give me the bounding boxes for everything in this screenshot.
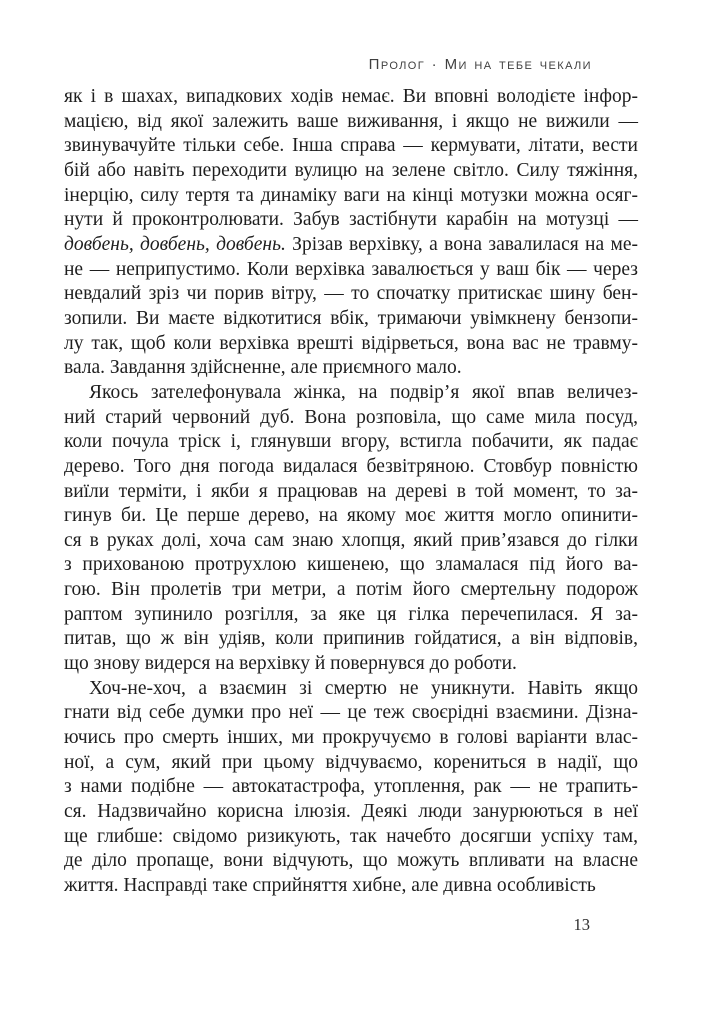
text-line: інерцію, силу тертя та динаміку ваги на кінці мотузки можна осяг- bbox=[64, 184, 638, 206]
text-line: Хоч-не-хоч, а взаємин зі смертю не уникнути. Навіть якщо bbox=[89, 677, 638, 699]
paragraph bbox=[64, 677, 638, 899]
running-header: Пролог · Ми на тебе чекали bbox=[368, 56, 592, 73]
text-line: що знову видерся на верхівку й повернувся до роботи. bbox=[64, 653, 517, 675]
paragraph bbox=[64, 381, 638, 677]
text-line: виїли терміти, і якби я працював на дереві в той момент, то за- bbox=[64, 480, 638, 502]
text-line: звинувачуйте тільки себе. Інша справа — кермувати, літати, вести bbox=[64, 135, 638, 157]
text-line: життя. Насправді таке сприйняття хибне, але дивна особливість bbox=[64, 875, 596, 896]
text-line: вала. Завдання здійсненне, але приємного мало. bbox=[64, 357, 462, 379]
text-line: як і в шахах, випадкових ходів немає. Ви вповні володієте інфор- bbox=[64, 86, 638, 107]
text-line: ної, а сум, який при цьому відчуваємо, корениться в надії, що bbox=[64, 751, 638, 773]
text-line: де діло пропаще, вони відчують, що можуть впливати на власне bbox=[64, 850, 638, 872]
text-line: бій або навіть переходити вулицю на зелене світло. Силу тяжіння, bbox=[64, 159, 638, 181]
text-line: з прихованою протрухлою кишенею, що зламалася під його ва- bbox=[64, 554, 638, 576]
text-line: гинув би. Це перше дерево, на якому моє життя могло опинити- bbox=[64, 505, 638, 527]
text-segment: Зрізав верхівку, а вона завалилася на ме- bbox=[285, 233, 638, 255]
text-line: Якось зателефонувала жінка, на подвір’я якої впав величез- bbox=[89, 381, 638, 403]
text-line: раптом зупинило розгілля, за яке ця гілка перечепилася. Я за- bbox=[64, 603, 638, 625]
text-line: лу так, щоб коли верхівка врешті відірветься, вона вас не травму- bbox=[64, 332, 638, 354]
text-line: нути й проконтролювати. Забув застібнути карабін на мотузці — bbox=[64, 209, 638, 231]
italic-phrase: довбень, довбень, довбень. bbox=[64, 233, 286, 255]
text-line: ючись про смерть інших, ми прокручуємо в голові варіанти влас- bbox=[64, 727, 638, 749]
text-line: дерево. Того дня погода видалася безвітряною. Стовбур повністю bbox=[64, 455, 638, 477]
page-number: 13 bbox=[573, 915, 590, 934]
text-line: невдалий зріз чи порив вітру, — то спочатку притискає шину бен- bbox=[64, 283, 638, 305]
text-line: гою. Він пролетів три метри, а потім його смертельну подорож bbox=[64, 579, 638, 601]
text-line: мацією, від якої залежить ваше виживання, і якщо не вижили — bbox=[64, 110, 638, 132]
text-line: не — неприпустимо. Коли верхівка завалюється у ваш бік — через bbox=[64, 258, 638, 280]
text-line: гнати від себе думки про неї — це теж своєрідні взаємини. Дізна- bbox=[64, 702, 638, 724]
text-line: зопили. Ви маєте відкотитися вбік, тримаючи увімкнену бензопи- bbox=[64, 307, 638, 329]
text-line: ще глибше: свідомо ризикують, так начебто досягши успіху там, bbox=[64, 825, 638, 847]
text-line bbox=[64, 233, 638, 258]
text-block bbox=[64, 85, 638, 899]
text-line: коли почула тріск і, глянувши вгору, встигла побачити, як падає bbox=[64, 431, 638, 453]
text-line: ся. Надзвичайно корисна ілюзія. Деякі люди занурюються в неї bbox=[64, 801, 638, 823]
text-line: питав, що ж він удіяв, коли припинив гойдатися, а він відповів, bbox=[64, 628, 638, 650]
text-line: ний старий червоний дуб. Вона розповіла, що саме мила посуд, bbox=[64, 406, 638, 428]
text-line: ся в руках долі, хоча сам знаю хлопця, який прив’язався до гілки bbox=[64, 529, 638, 551]
paragraph bbox=[64, 85, 638, 381]
text-line: з нами подібне — автокатастрофа, утоплення, рак — не трапить- bbox=[64, 776, 638, 798]
